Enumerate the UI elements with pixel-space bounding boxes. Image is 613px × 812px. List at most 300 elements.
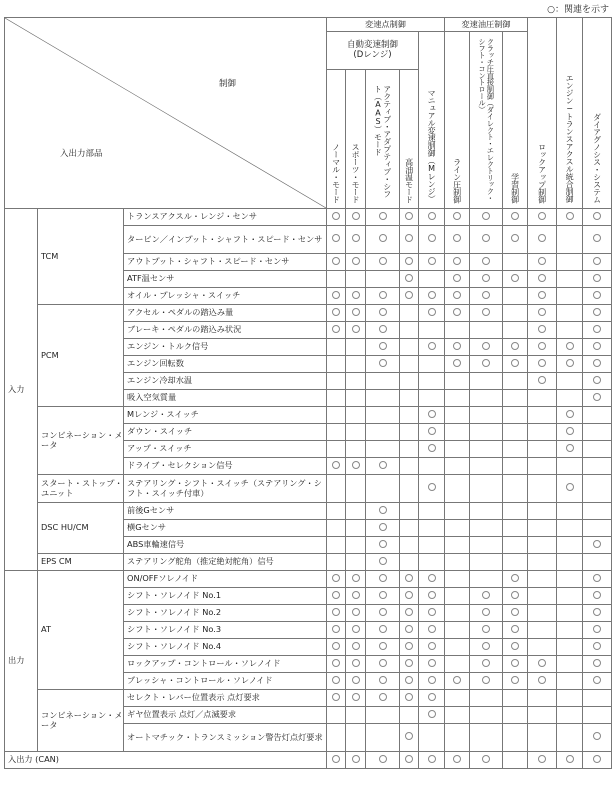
related-circle-icon: [379, 523, 387, 531]
related-circle-icon: [379, 591, 387, 599]
mark-cell: [583, 571, 612, 588]
mark-cell: [419, 322, 445, 339]
related-circle-icon: [379, 625, 387, 633]
related-circle-icon: [428, 234, 436, 242]
part-name-cell: タービン／インプット・シャフト・スピード・センサ: [124, 226, 327, 254]
mark-cell: [445, 407, 470, 424]
mark-cell: [470, 209, 503, 226]
mark-cell: [419, 441, 445, 458]
related-circle-icon: [405, 608, 413, 616]
mark-cell: [366, 209, 400, 226]
related-circle-icon: [482, 755, 490, 763]
mark-cell: [400, 690, 419, 707]
related-circle-icon: [428, 342, 436, 350]
mark-cell: [470, 588, 503, 605]
mark-cell: [400, 622, 419, 639]
related-circle-icon: [405, 257, 413, 265]
mark-cell: [366, 605, 400, 622]
related-circle-icon: [482, 359, 490, 367]
mark-cell: [327, 373, 346, 390]
related-circle-icon: [332, 325, 340, 333]
mark-cell: [346, 752, 366, 769]
mark-cell: [346, 322, 366, 339]
mark-cell: [528, 656, 557, 673]
mark-cell: [346, 271, 366, 288]
mark-cell: [528, 322, 557, 339]
related-circle-icon: [405, 642, 413, 650]
related-circle-icon: [428, 642, 436, 650]
mark-cell: [503, 571, 528, 588]
related-circle-icon: [379, 506, 387, 514]
unit-cell: コンビネーション・メータ: [38, 407, 124, 475]
mark-cell: [366, 520, 400, 537]
mark-cell: [557, 407, 583, 424]
mark-cell: [503, 724, 528, 752]
mark-cell: [346, 639, 366, 656]
mark-cell: [327, 707, 346, 724]
related-circle-icon: [332, 625, 340, 633]
mark-cell: [503, 441, 528, 458]
matrix-body: [5, 209, 612, 769]
unit-cell: TCM: [38, 209, 124, 305]
mark-cell: [583, 639, 612, 656]
unit-cell: EPS CM: [38, 554, 124, 571]
mark-cell: [419, 707, 445, 724]
category-cell: 入力: [5, 209, 38, 571]
mark-cell: [470, 571, 503, 588]
related-circle-icon: [405, 659, 413, 667]
related-circle-icon: [482, 257, 490, 265]
related-circle-icon: [352, 234, 360, 242]
mark-cell: [503, 673, 528, 690]
related-circle-icon: [428, 410, 436, 418]
related-circle-icon: [453, 676, 461, 684]
related-circle-icon: [593, 608, 601, 616]
related-circle-icon: [538, 234, 546, 242]
related-circle-icon: [379, 308, 387, 316]
mark-cell: [366, 690, 400, 707]
related-circle-icon: [482, 308, 490, 316]
mark-cell: [445, 571, 470, 588]
related-circle-icon: [538, 376, 546, 384]
mark-cell: [470, 690, 503, 707]
mark-cell: [528, 390, 557, 407]
related-circle-icon: [511, 625, 519, 633]
part-name-cell: ON/OFFソレノイド: [124, 571, 327, 588]
mark-cell: [366, 390, 400, 407]
part-name-cell: シフト・ソレノイド No.4: [124, 639, 327, 656]
related-circle-icon: [352, 659, 360, 667]
related-circle-icon: [538, 342, 546, 350]
mark-cell: [503, 209, 528, 226]
mark-cell: [400, 424, 419, 441]
mark-cell: [557, 441, 583, 458]
related-circle-icon: [405, 212, 413, 220]
mark-cell: [503, 622, 528, 639]
mark-cell: [470, 458, 503, 475]
mark-cell: [583, 588, 612, 605]
mark-cell: [503, 605, 528, 622]
mark-cell: [366, 424, 400, 441]
mark-cell: [366, 537, 400, 554]
mark-cell: [503, 254, 528, 271]
related-circle-icon: [379, 212, 387, 220]
mark-cell: [327, 407, 346, 424]
mark-cell: [470, 407, 503, 424]
mark-cell: [346, 673, 366, 690]
mark-cell: [327, 605, 346, 622]
mark-cell: [327, 271, 346, 288]
mark-cell: [528, 520, 557, 537]
mark-cell: [445, 322, 470, 339]
table-row: [5, 209, 612, 226]
related-circle-icon: [511, 212, 519, 220]
mark-cell: [400, 356, 419, 373]
mark-cell: [419, 673, 445, 690]
related-circle-icon: [379, 291, 387, 299]
mark-cell: [470, 226, 503, 254]
mark-cell: [346, 407, 366, 424]
mark-cell: [327, 752, 346, 769]
mark-cell: [583, 390, 612, 407]
related-circle-icon: [428, 710, 436, 718]
mark-cell: [400, 373, 419, 390]
mark-cell: [503, 288, 528, 305]
mark-cell: [583, 226, 612, 254]
mark-cell: [419, 554, 445, 571]
mark-cell: [503, 458, 528, 475]
mark-cell: [503, 271, 528, 288]
related-circle-icon: [428, 291, 436, 299]
mark-cell: [366, 254, 400, 271]
mark-cell: [470, 605, 503, 622]
related-circle-icon: [511, 359, 519, 367]
mark-cell: [400, 656, 419, 673]
related-circle-icon: [538, 755, 546, 763]
mark-cell: [327, 339, 346, 356]
mark-cell: [470, 441, 503, 458]
part-name-cell: ステアリング・シフト・スイッチ（ステアリング・シフト・スイッチ付車）: [124, 475, 327, 503]
mark-cell: [419, 305, 445, 322]
related-circle-icon: [379, 359, 387, 367]
mark-cell: [470, 339, 503, 356]
mark-cell: [445, 271, 470, 288]
related-circle-icon: [428, 591, 436, 599]
corner-header: [5, 18, 327, 209]
related-circle-icon: [566, 359, 574, 367]
mark-cell: [366, 271, 400, 288]
mark-cell: [528, 752, 557, 769]
mark-cell: [470, 390, 503, 407]
related-circle-icon: [511, 234, 519, 242]
mark-cell: [400, 390, 419, 407]
mark-cell: [557, 605, 583, 622]
mark-cell: [528, 407, 557, 424]
related-circle-icon: [332, 642, 340, 650]
mark-cell: [419, 537, 445, 554]
mark-cell: [327, 254, 346, 271]
mark-cell: [557, 537, 583, 554]
related-circle-icon: [593, 274, 601, 282]
part-name-cell: エンジン回転数: [124, 356, 327, 373]
related-circle-icon: [453, 274, 461, 282]
related-circle-icon: [428, 308, 436, 316]
mark-cell: [366, 305, 400, 322]
mark-cell: [445, 639, 470, 656]
mark-cell: [503, 356, 528, 373]
mark-cell: [557, 724, 583, 752]
related-circle-icon: [332, 659, 340, 667]
mark-cell: [346, 503, 366, 520]
mark-cell: [400, 441, 419, 458]
related-circle-icon: [593, 291, 601, 299]
mark-cell: [366, 571, 400, 588]
mark-cell: [366, 356, 400, 373]
mark-cell: [583, 458, 612, 475]
related-circle-icon: [428, 212, 436, 220]
part-name-cell: ステアリング舵角（推定絶対舵角）信号: [124, 554, 327, 571]
mark-cell: [400, 605, 419, 622]
part-name-cell: オイル・プレッシャ・スイッチ: [124, 288, 327, 305]
related-circle-icon: [352, 755, 360, 763]
mark-cell: [346, 458, 366, 475]
part-name-cell: Mレンジ・スイッチ: [124, 407, 327, 424]
mark-cell: [583, 707, 612, 724]
mark-cell: [419, 656, 445, 673]
related-circle-icon: [332, 676, 340, 684]
related-circle-icon: [332, 308, 340, 316]
part-name-cell: プレッシャ・コントロール・ソレノイド: [124, 673, 327, 690]
mark-cell: [583, 752, 612, 769]
mark-cell: [445, 605, 470, 622]
part-name-cell: エンジン冷却水温: [124, 373, 327, 390]
mark-cell: [528, 503, 557, 520]
related-circle-icon: [511, 676, 519, 684]
mark-cell: [400, 707, 419, 724]
mark-cell: [557, 503, 583, 520]
mark-cell: [445, 458, 470, 475]
mark-cell: [346, 690, 366, 707]
mark-cell: [470, 656, 503, 673]
related-circle-icon: [332, 755, 340, 763]
mark-cell: [419, 390, 445, 407]
mark-cell: [503, 339, 528, 356]
col-header-8: 学習制御: [503, 32, 528, 209]
legend: ○：関連を示す: [547, 5, 609, 15]
related-circle-icon: [511, 591, 519, 599]
mark-cell: [400, 639, 419, 656]
col-header-9: ロックアップ制御: [528, 18, 557, 209]
mark-cell: [366, 503, 400, 520]
mark-cell: [419, 475, 445, 503]
related-circle-icon: [482, 212, 490, 220]
mark-cell: [470, 673, 503, 690]
related-circle-icon: [405, 274, 413, 282]
unit-cell: コンビネーション・メータ: [38, 690, 124, 752]
mark-cell: [557, 373, 583, 390]
can-row: [5, 752, 612, 769]
mark-cell: [583, 322, 612, 339]
mark-cell: [445, 503, 470, 520]
mark-cell: [470, 554, 503, 571]
related-circle-icon: [352, 574, 360, 582]
related-circle-icon: [453, 359, 461, 367]
mark-cell: [445, 254, 470, 271]
mark-cell: [528, 209, 557, 226]
related-circle-icon: [379, 693, 387, 701]
mark-cell: [400, 288, 419, 305]
mark-cell: [327, 656, 346, 673]
related-circle-icon: [352, 461, 360, 469]
mark-cell: [528, 475, 557, 503]
mark-cell: [557, 271, 583, 288]
related-circle-icon: [405, 693, 413, 701]
mark-cell: [445, 622, 470, 639]
related-circle-icon: [405, 625, 413, 633]
related-circle-icon: [593, 359, 601, 367]
mark-cell: [400, 673, 419, 690]
mark-cell: [366, 622, 400, 639]
mark-cell: [557, 571, 583, 588]
related-circle-icon: [566, 342, 574, 350]
mark-cell: [327, 441, 346, 458]
related-circle-icon: [593, 755, 601, 763]
mark-cell: [557, 690, 583, 707]
part-name-cell: アウトプット・シャフト・スピード・センサ: [124, 254, 327, 271]
mark-cell: [419, 254, 445, 271]
related-circle-icon: [379, 257, 387, 265]
mark-cell: [557, 752, 583, 769]
group-auto-shift: 自動変速制御 (Dレンジ): [327, 32, 419, 70]
related-circle-icon: [405, 591, 413, 599]
related-circle-icon: [332, 291, 340, 299]
related-circle-icon: [538, 659, 546, 667]
mark-cell: [557, 656, 583, 673]
related-circle-icon: [405, 676, 413, 684]
mark-cell: [583, 424, 612, 441]
mark-cell: [445, 288, 470, 305]
mark-cell: [400, 254, 419, 271]
diagonal-line: [5, 18, 326, 208]
col-header-10: エンジン−トランスアクスル統合制御: [557, 18, 583, 209]
related-circle-icon: [482, 659, 490, 667]
part-name-cell: シフト・ソレノイド No.2: [124, 605, 327, 622]
mark-cell: [327, 571, 346, 588]
mark-cell: [503, 226, 528, 254]
mark-cell: [346, 209, 366, 226]
mark-cell: [400, 571, 419, 588]
mark-cell: [557, 226, 583, 254]
mark-cell: [419, 605, 445, 622]
mark-cell: [528, 424, 557, 441]
io-control-matrix: [4, 17, 612, 769]
mark-cell: [503, 752, 528, 769]
related-circle-icon: [593, 732, 601, 740]
mark-cell: [366, 752, 400, 769]
mark-cell: [419, 520, 445, 537]
mark-cell: [346, 305, 366, 322]
related-circle-icon: [593, 308, 601, 316]
part-name-cell: セレクト・レバー位置表示 点灯要求: [124, 690, 327, 707]
mark-cell: [419, 571, 445, 588]
mark-cell: [503, 588, 528, 605]
related-circle-icon: [453, 755, 461, 763]
related-circle-icon: [593, 257, 601, 265]
mark-cell: [528, 639, 557, 656]
mark-cell: [366, 656, 400, 673]
mark-cell: [503, 475, 528, 503]
mark-cell: [503, 639, 528, 656]
related-circle-icon: [405, 291, 413, 299]
mark-cell: [346, 390, 366, 407]
related-circle-icon: [332, 461, 340, 469]
mark-cell: [327, 475, 346, 503]
unit-cell: スタート・ストップ・ユニット: [38, 475, 124, 503]
related-circle-icon: [593, 212, 601, 220]
mark-cell: [400, 209, 419, 226]
mark-cell: [583, 622, 612, 639]
mark-cell: [557, 458, 583, 475]
mark-cell: [327, 588, 346, 605]
mark-cell: [346, 656, 366, 673]
related-circle-icon: [379, 659, 387, 667]
mark-cell: [400, 305, 419, 322]
mark-cell: [445, 339, 470, 356]
mark-cell: [583, 441, 612, 458]
table-row: [5, 475, 612, 503]
related-circle-icon: [332, 257, 340, 265]
mark-cell: [445, 441, 470, 458]
mark-cell: [419, 407, 445, 424]
related-circle-icon: [379, 676, 387, 684]
mark-cell: [583, 537, 612, 554]
part-name-cell: ギヤ位置表示 点灯／点滅要求: [124, 707, 327, 724]
mark-cell: [419, 424, 445, 441]
related-circle-icon: [538, 274, 546, 282]
related-circle-icon: [566, 755, 574, 763]
mark-cell: [445, 656, 470, 673]
mark-cell: [346, 356, 366, 373]
related-circle-icon: [379, 325, 387, 333]
mark-cell: [400, 537, 419, 554]
mark-cell: [583, 407, 612, 424]
mark-cell: [419, 458, 445, 475]
mark-cell: [400, 724, 419, 752]
mark-cell: [470, 752, 503, 769]
mark-cell: [583, 288, 612, 305]
mark-cell: [400, 322, 419, 339]
related-circle-icon: [482, 591, 490, 599]
col-header-6: ライン圧制御: [445, 32, 470, 209]
mark-cell: [583, 209, 612, 226]
mark-cell: [503, 390, 528, 407]
table-row: [5, 503, 612, 520]
mark-cell: [583, 356, 612, 373]
mark-cell: [445, 724, 470, 752]
mark-cell: [445, 707, 470, 724]
unit-cell: PCM: [38, 305, 124, 407]
mark-cell: [557, 520, 583, 537]
mark-cell: [327, 690, 346, 707]
mark-cell: [503, 407, 528, 424]
related-circle-icon: [453, 257, 461, 265]
related-circle-icon: [566, 212, 574, 220]
related-circle-icon: [428, 483, 436, 491]
mark-cell: [346, 724, 366, 752]
mark-cell: [327, 724, 346, 752]
mark-cell: [419, 356, 445, 373]
related-circle-icon: [379, 234, 387, 242]
